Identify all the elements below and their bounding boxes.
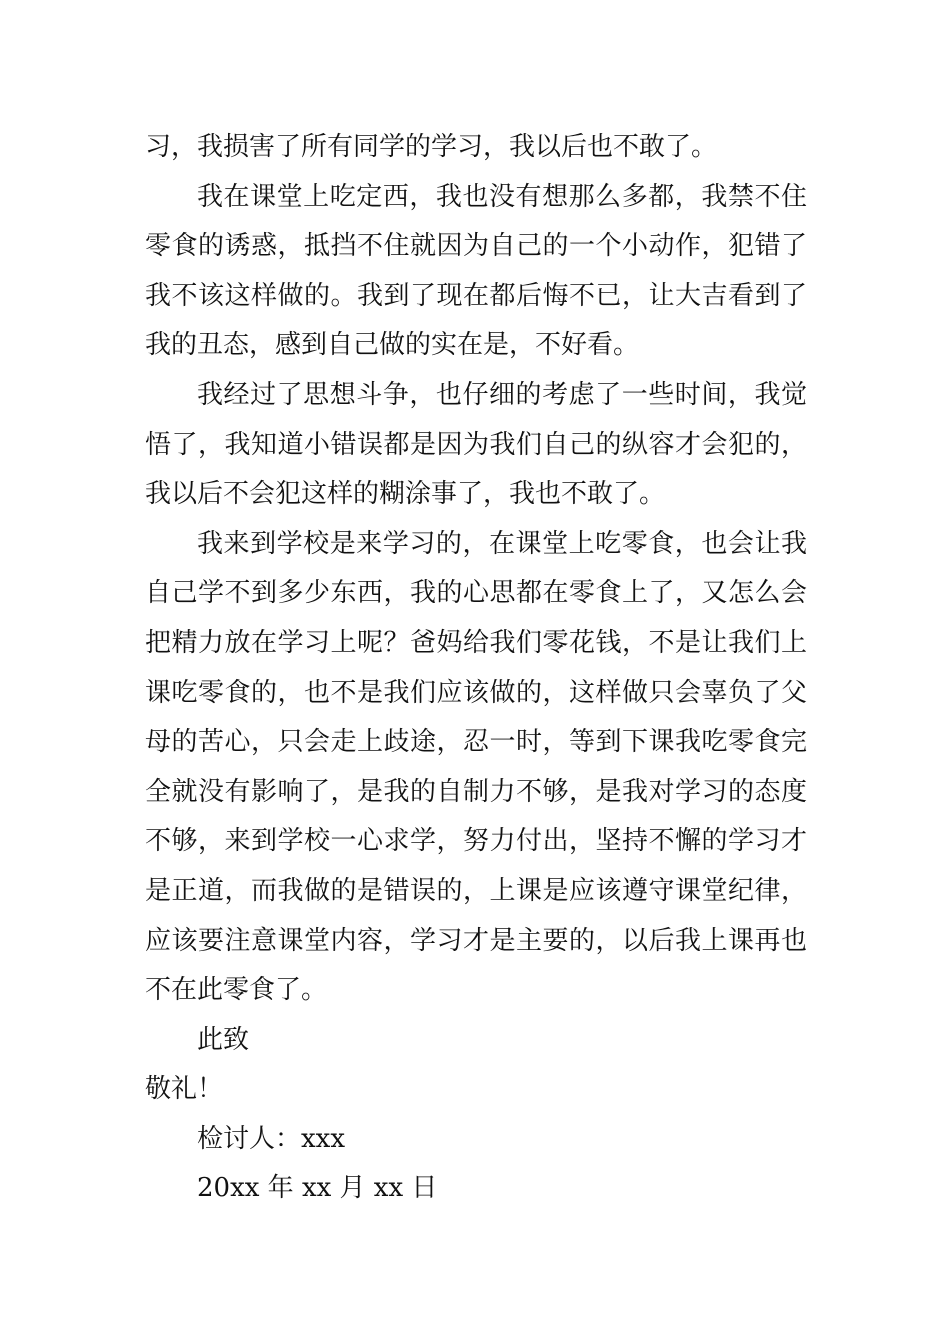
- paragraph-purpose-of-school: 我来到学校是来学习的，在课堂上吃零食，也会让我自己学不到多少东西，我的心思都在零食上了，又怎么会把精力放在学习上呢？爸妈给我们零花钱，不是让我们上课吃零食的，也不是我们应该做的，这样做只会辜负了父母的苦心，只会走上歧途，忍一时，等到下课我吃零食完全就没有影响了，是我的自制力不够，是我对学习的态度不够，来到学校一心求学，努力付出，坚持不懈的学习才是正道，而我做的是错误的，上课是应该遵守课堂纪律，应该要注意课堂内容，学习才是主要的，以后我上课再也不在此零食了。: [145, 528, 807, 1006]
- signer-name: 检讨人：xxx: [197, 1123, 345, 1154]
- paragraph-eating-in-class: 我在课堂上吃定西，我也没有想那么多都，我禁不住零食的诱惑，抵挡不住就因为自己的一个小动作，犯错了我不该这样做的。我到了现在都后悔不已，让大吉看到了我的丑态，感到自己做的实在是，不好看。: [145, 181, 807, 361]
- signature-date: 20xx 年 xx 月 xx 日: [197, 1173, 438, 1204]
- paragraph-reflection: 我经过了思想斗争，也仔细的考虑了一些时间，我觉悟了，我知道小错误都是因为我们自己的纵容才会犯的，我以后不会犯这样的糊涂事了，我也不敢了。: [145, 379, 807, 510]
- closing-regards: 敬礼！: [145, 1074, 224, 1105]
- closing-salutation: 此致: [197, 1024, 250, 1055]
- paragraph-continuation: 习，我损害了所有同学的学习，我以后也不敢了。: [145, 132, 718, 162]
- letter-body: [145, 123, 807, 1214]
